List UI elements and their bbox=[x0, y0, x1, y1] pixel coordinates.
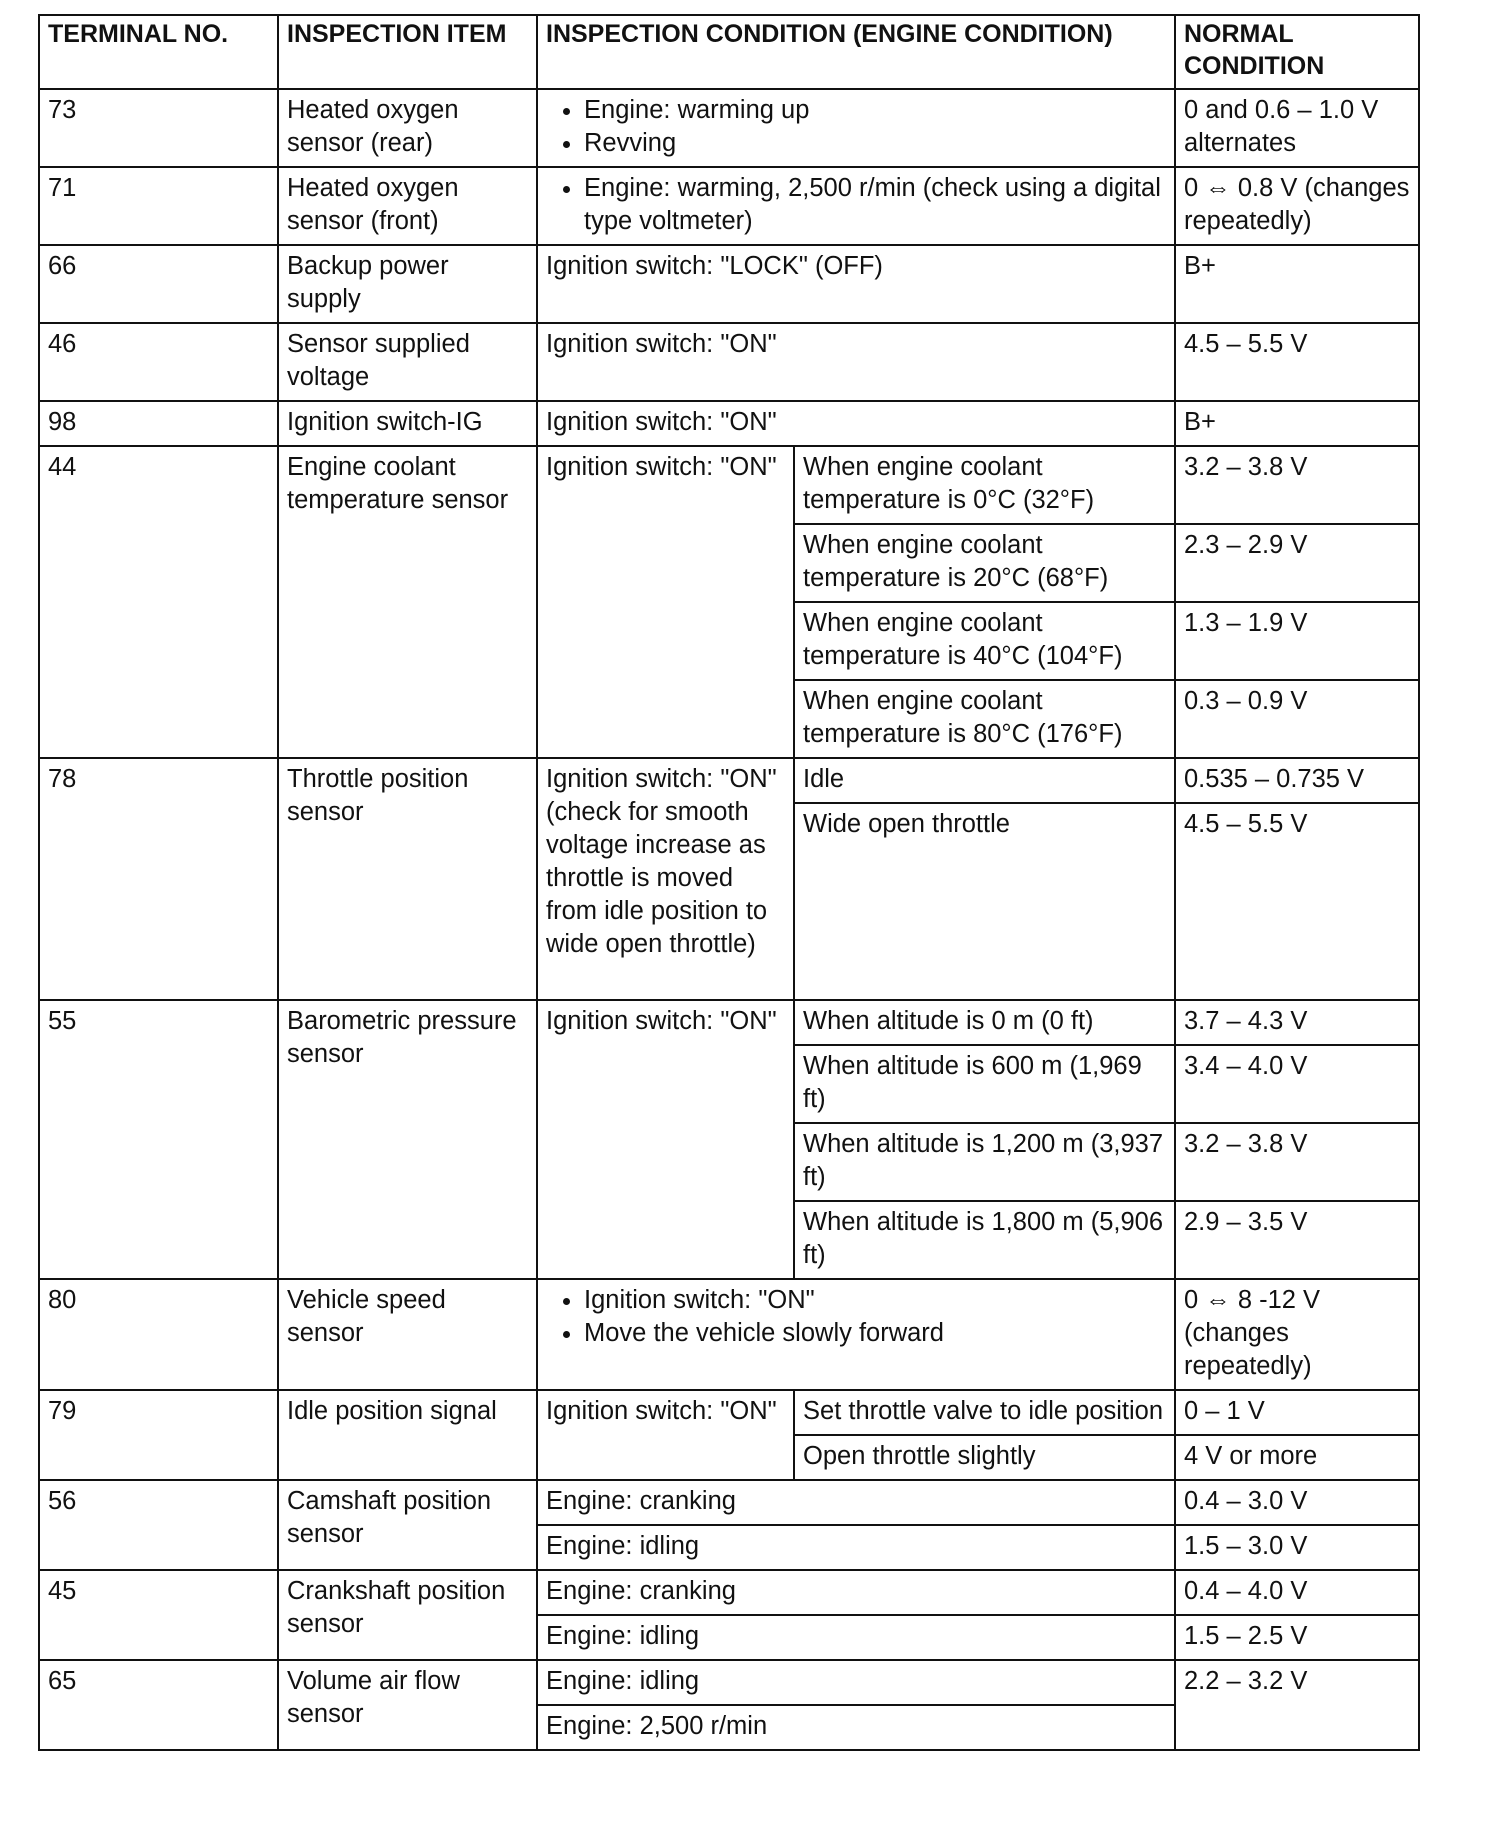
normal-cell: 4.5 – 5.5 V bbox=[1175, 803, 1419, 1000]
item-cell: Throttle position sensor bbox=[278, 758, 537, 1000]
normal-cell: 1.5 – 3.0 V bbox=[1175, 1525, 1419, 1570]
table-row bbox=[39, 1480, 1419, 1525]
normal-cell: 3.2 – 3.8 V bbox=[1175, 1123, 1419, 1201]
item-cell: Vehicle speed sensor bbox=[278, 1279, 537, 1390]
table-row bbox=[39, 1279, 1419, 1390]
normal-cell: 2.3 – 2.9 V bbox=[1175, 524, 1419, 602]
item-cell: Heated oxygen sensor (front) bbox=[278, 167, 537, 245]
table-row bbox=[39, 446, 1419, 524]
normal-cell: 3.4 – 4.0 V bbox=[1175, 1045, 1419, 1123]
normal-cell: 4 V or more bbox=[1175, 1435, 1419, 1480]
sub-condition-cell: When engine coolant temperature is 20°C (68°F) bbox=[794, 524, 1175, 602]
sub-condition-cell: Open throttle slightly bbox=[794, 1435, 1175, 1480]
header-condition: INSPECTION CONDITION (ENGINE CONDITION) bbox=[537, 15, 1175, 89]
normal-cell: B+ bbox=[1175, 245, 1419, 323]
inspection-table-wrapper bbox=[38, 14, 1418, 1751]
item-cell: Barometric pressure sensor bbox=[278, 1000, 537, 1279]
item-cell: Heated oxygen sensor (rear) bbox=[278, 89, 537, 167]
sub-condition-cell: When engine coolant temperature is 40°C (104°F) bbox=[794, 602, 1175, 680]
item-cell: Idle position signal bbox=[278, 1390, 537, 1480]
normal-cell: 1.3 – 1.9 V bbox=[1175, 602, 1419, 680]
normal-cell: 0 – 1 V bbox=[1175, 1390, 1419, 1435]
normal-cell: 1.5 – 2.5 V bbox=[1175, 1615, 1419, 1660]
item-cell: Sensor supplied voltage bbox=[278, 323, 537, 401]
table-row bbox=[39, 1000, 1419, 1045]
table-row bbox=[39, 401, 1419, 446]
table-row bbox=[39, 1390, 1419, 1435]
inspection-table bbox=[38, 14, 1420, 1751]
normal-cell: 0.3 – 0.9 V bbox=[1175, 680, 1419, 758]
terminal-cell: 46 bbox=[39, 323, 278, 401]
terminal-cell: 44 bbox=[39, 446, 278, 758]
condition-bullet: • Move the vehicle slowly forward bbox=[584, 1317, 1167, 1350]
condition-cell: Ignition switch: "ON" bbox=[537, 1000, 794, 1279]
terminal-cell: 55 bbox=[39, 1000, 278, 1279]
normal-cell: 2.2 – 3.2 V bbox=[1175, 1660, 1419, 1750]
sub-condition-cell: When engine coolant temperature is 80°C (176°F) bbox=[794, 680, 1175, 758]
terminal-cell: 98 bbox=[39, 401, 278, 446]
header-terminal: TERMINAL NO. bbox=[39, 15, 278, 89]
table-row bbox=[39, 167, 1419, 245]
header-normal: NORMAL CONDITION bbox=[1175, 15, 1419, 89]
condition-cell bbox=[537, 1279, 1175, 1390]
condition-bullet: • Revving bbox=[584, 127, 1167, 160]
header-row bbox=[39, 15, 1419, 89]
terminal-cell: 73 bbox=[39, 89, 278, 167]
terminal-cell: 79 bbox=[39, 1390, 278, 1480]
normal-cell: B+ bbox=[1175, 401, 1419, 446]
terminal-cell: 45 bbox=[39, 1570, 278, 1660]
condition-cell: Engine: cranking bbox=[537, 1480, 1175, 1525]
sub-condition-cell: Wide open throttle bbox=[794, 803, 1175, 1000]
sub-condition-cell: Idle bbox=[794, 758, 1175, 803]
condition-bullet: • Ignition switch: "ON" bbox=[584, 1284, 1167, 1317]
condition-cell: Ignition switch: "ON" bbox=[537, 446, 794, 758]
normal-cell: 0 and 0.6 – 1.0 V alternates bbox=[1175, 89, 1419, 167]
normal-cell: 0.535 – 0.735 V bbox=[1175, 758, 1419, 803]
condition-list bbox=[546, 94, 1167, 160]
table-row bbox=[39, 1660, 1419, 1705]
condition-bullet: • Engine: warming, 2,500 r/min (check using a digital type voltmeter) bbox=[584, 172, 1167, 238]
terminal-cell: 65 bbox=[39, 1660, 278, 1750]
item-cell: Ignition switch-IG bbox=[278, 401, 537, 446]
condition-cell: Engine: 2,500 r/min bbox=[537, 1705, 1175, 1750]
sub-condition-cell: When engine coolant temperature is 0°C (32°F) bbox=[794, 446, 1175, 524]
normal-cell: 0 ⇔ 0.8 V (changes repeatedly) bbox=[1175, 167, 1419, 245]
condition-cell bbox=[537, 89, 1175, 167]
item-cell: Volume air flow sensor bbox=[278, 1660, 537, 1750]
condition-cell: Ignition switch: "ON" (check for smooth voltage increase as throttle is moved from idle position to wide open throttle) bbox=[537, 758, 794, 1000]
table-row bbox=[39, 89, 1419, 167]
sub-condition-cell: When altitude is 1,200 m (3,937 ft) bbox=[794, 1123, 1175, 1201]
condition-cell: Engine: idling bbox=[537, 1615, 1175, 1660]
condition-cell bbox=[537, 167, 1175, 245]
condition-cell: Ignition switch: "LOCK" (OFF) bbox=[537, 245, 1175, 323]
condition-bullet: • Engine: warming up bbox=[584, 94, 1167, 127]
terminal-cell: 78 bbox=[39, 758, 278, 1000]
terminal-cell: 71 bbox=[39, 167, 278, 245]
table-row bbox=[39, 758, 1419, 803]
header-item: INSPECTION ITEM bbox=[278, 15, 537, 89]
terminal-cell: 56 bbox=[39, 1480, 278, 1570]
item-cell: Crankshaft position sensor bbox=[278, 1570, 537, 1660]
item-cell: Engine coolant temperature sensor bbox=[278, 446, 537, 758]
condition-cell: Engine: idling bbox=[537, 1525, 1175, 1570]
sub-condition-cell: When altitude is 1,800 m (5,906 ft) bbox=[794, 1201, 1175, 1279]
table-row bbox=[39, 245, 1419, 323]
condition-list bbox=[546, 172, 1167, 238]
item-cell: Camshaft position sensor bbox=[278, 1480, 537, 1570]
normal-cell: 0.4 – 4.0 V bbox=[1175, 1570, 1419, 1615]
normal-cell: 2.9 – 3.5 V bbox=[1175, 1201, 1419, 1279]
sub-condition-cell: Set throttle valve to idle position bbox=[794, 1390, 1175, 1435]
condition-cell: Ignition switch: "ON" bbox=[537, 401, 1175, 446]
condition-cell: Ignition switch: "ON" bbox=[537, 323, 1175, 401]
condition-list bbox=[546, 1284, 1167, 1350]
sub-condition-cell: When altitude is 600 m (1,969 ft) bbox=[794, 1045, 1175, 1123]
condition-cell: Engine: cranking bbox=[537, 1570, 1175, 1615]
normal-cell: 4.5 – 5.5 V bbox=[1175, 323, 1419, 401]
normal-cell: 3.2 – 3.8 V bbox=[1175, 446, 1419, 524]
table-row bbox=[39, 1570, 1419, 1615]
condition-cell: Ignition switch: "ON" bbox=[537, 1390, 794, 1480]
table-row bbox=[39, 323, 1419, 401]
normal-cell: 0.4 – 3.0 V bbox=[1175, 1480, 1419, 1525]
normal-cell: 3.7 – 4.3 V bbox=[1175, 1000, 1419, 1045]
normal-cell: 0 ⇔ 8 -12 V (changes repeatedly) bbox=[1175, 1279, 1419, 1390]
sub-condition-cell: When altitude is 0 m (0 ft) bbox=[794, 1000, 1175, 1045]
terminal-cell: 66 bbox=[39, 245, 278, 323]
condition-cell: Engine: idling bbox=[537, 1660, 1175, 1705]
item-cell: Backup power supply bbox=[278, 245, 537, 323]
terminal-cell: 80 bbox=[39, 1279, 278, 1390]
